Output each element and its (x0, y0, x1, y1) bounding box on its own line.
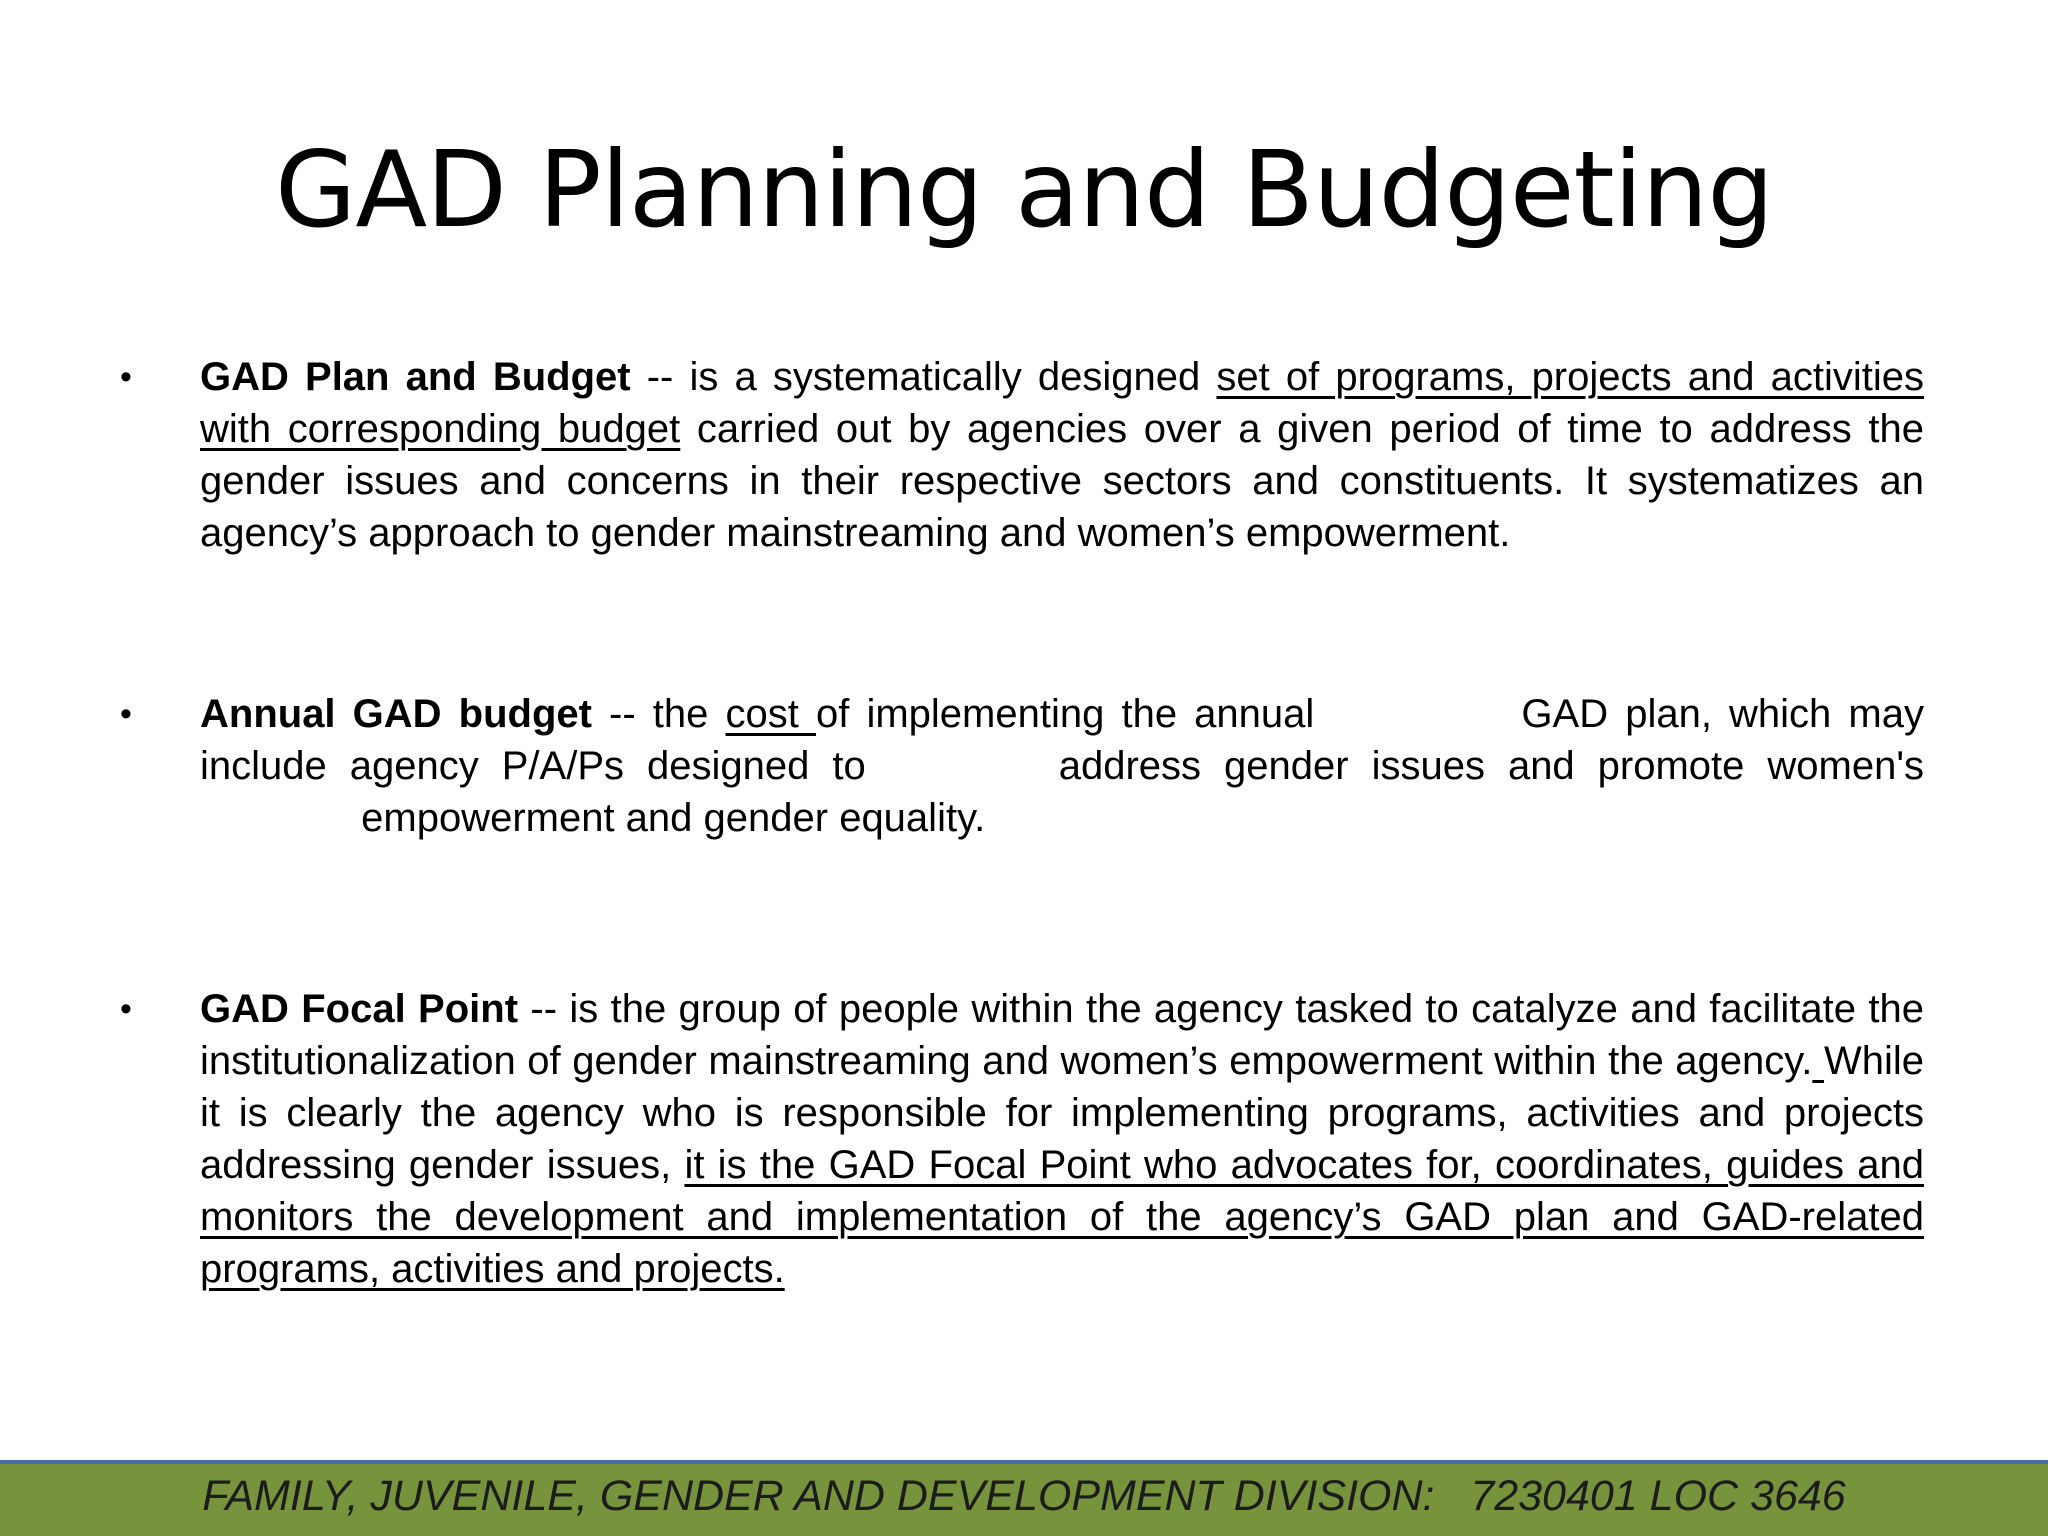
term-annual-gad-budget: Annual GAD budget (200, 692, 592, 736)
underlined-phrase: set of programs, projects and activities with corresponding budget (200, 355, 1924, 451)
definition-text: GAD plan, which may include agency P/A/Ps designed to (200, 692, 1924, 788)
bullet-gad-plan-and-budget (200, 351, 1924, 559)
definition-text: -- is a systematically designed (630, 355, 1217, 399)
bullet-gad-focal-point (200, 983, 1924, 1295)
bullet-annual-gad-budget (200, 688, 1924, 844)
underlined-phrase: it is the GAD Focal Point who advocates for, coordinates, guides and monitors the development and implementation of the agency’s GAD plan and GAD-related programs, activities and projects. (200, 1143, 1924, 1291)
term-gad-focal-point: GAD Focal Point (200, 987, 519, 1031)
underlined-phrase: cost (725, 692, 816, 736)
slide-title: GAD Planning and Budgeting (274, 129, 1774, 251)
bullet-glyph: • (120, 358, 132, 396)
definition-text: -- is the group of people within the agency tasked to catalyze and facilitate the institutionalization of gender mainstreaming and women’s empowerment within the agency. (200, 987, 1924, 1083)
term-gad-plan-and-budget: GAD Plan and Budget (200, 355, 631, 399)
definition-text: While it is clearly the agency who is responsible for implementing programs, activities and projects addressing gender issues, (200, 1039, 1924, 1187)
definition-text: empowerment and gender equality. (361, 796, 986, 840)
bullet-glyph: • (120, 990, 132, 1028)
definition-text: of implementing the annual (816, 692, 1315, 736)
underlined-space (1812, 1039, 1824, 1083)
footer-text: FAMILY, JUVENILE, GENDER AND DEVELOPMENT DIVISION: 7230401 LOC 3646 (202, 1472, 1846, 1520)
definition-text: -- the (591, 692, 726, 736)
definition-text: carried out by agencies over a given period of time to address the gender issues and concerns in their respective sectors and constituents. It systematizes an agency’s approach to gender mainstreaming and women’s empowerment. (200, 407, 1925, 555)
bullet-glyph: • (120, 695, 132, 733)
definition-text: address gender issues and promote women's (1058, 744, 1924, 788)
